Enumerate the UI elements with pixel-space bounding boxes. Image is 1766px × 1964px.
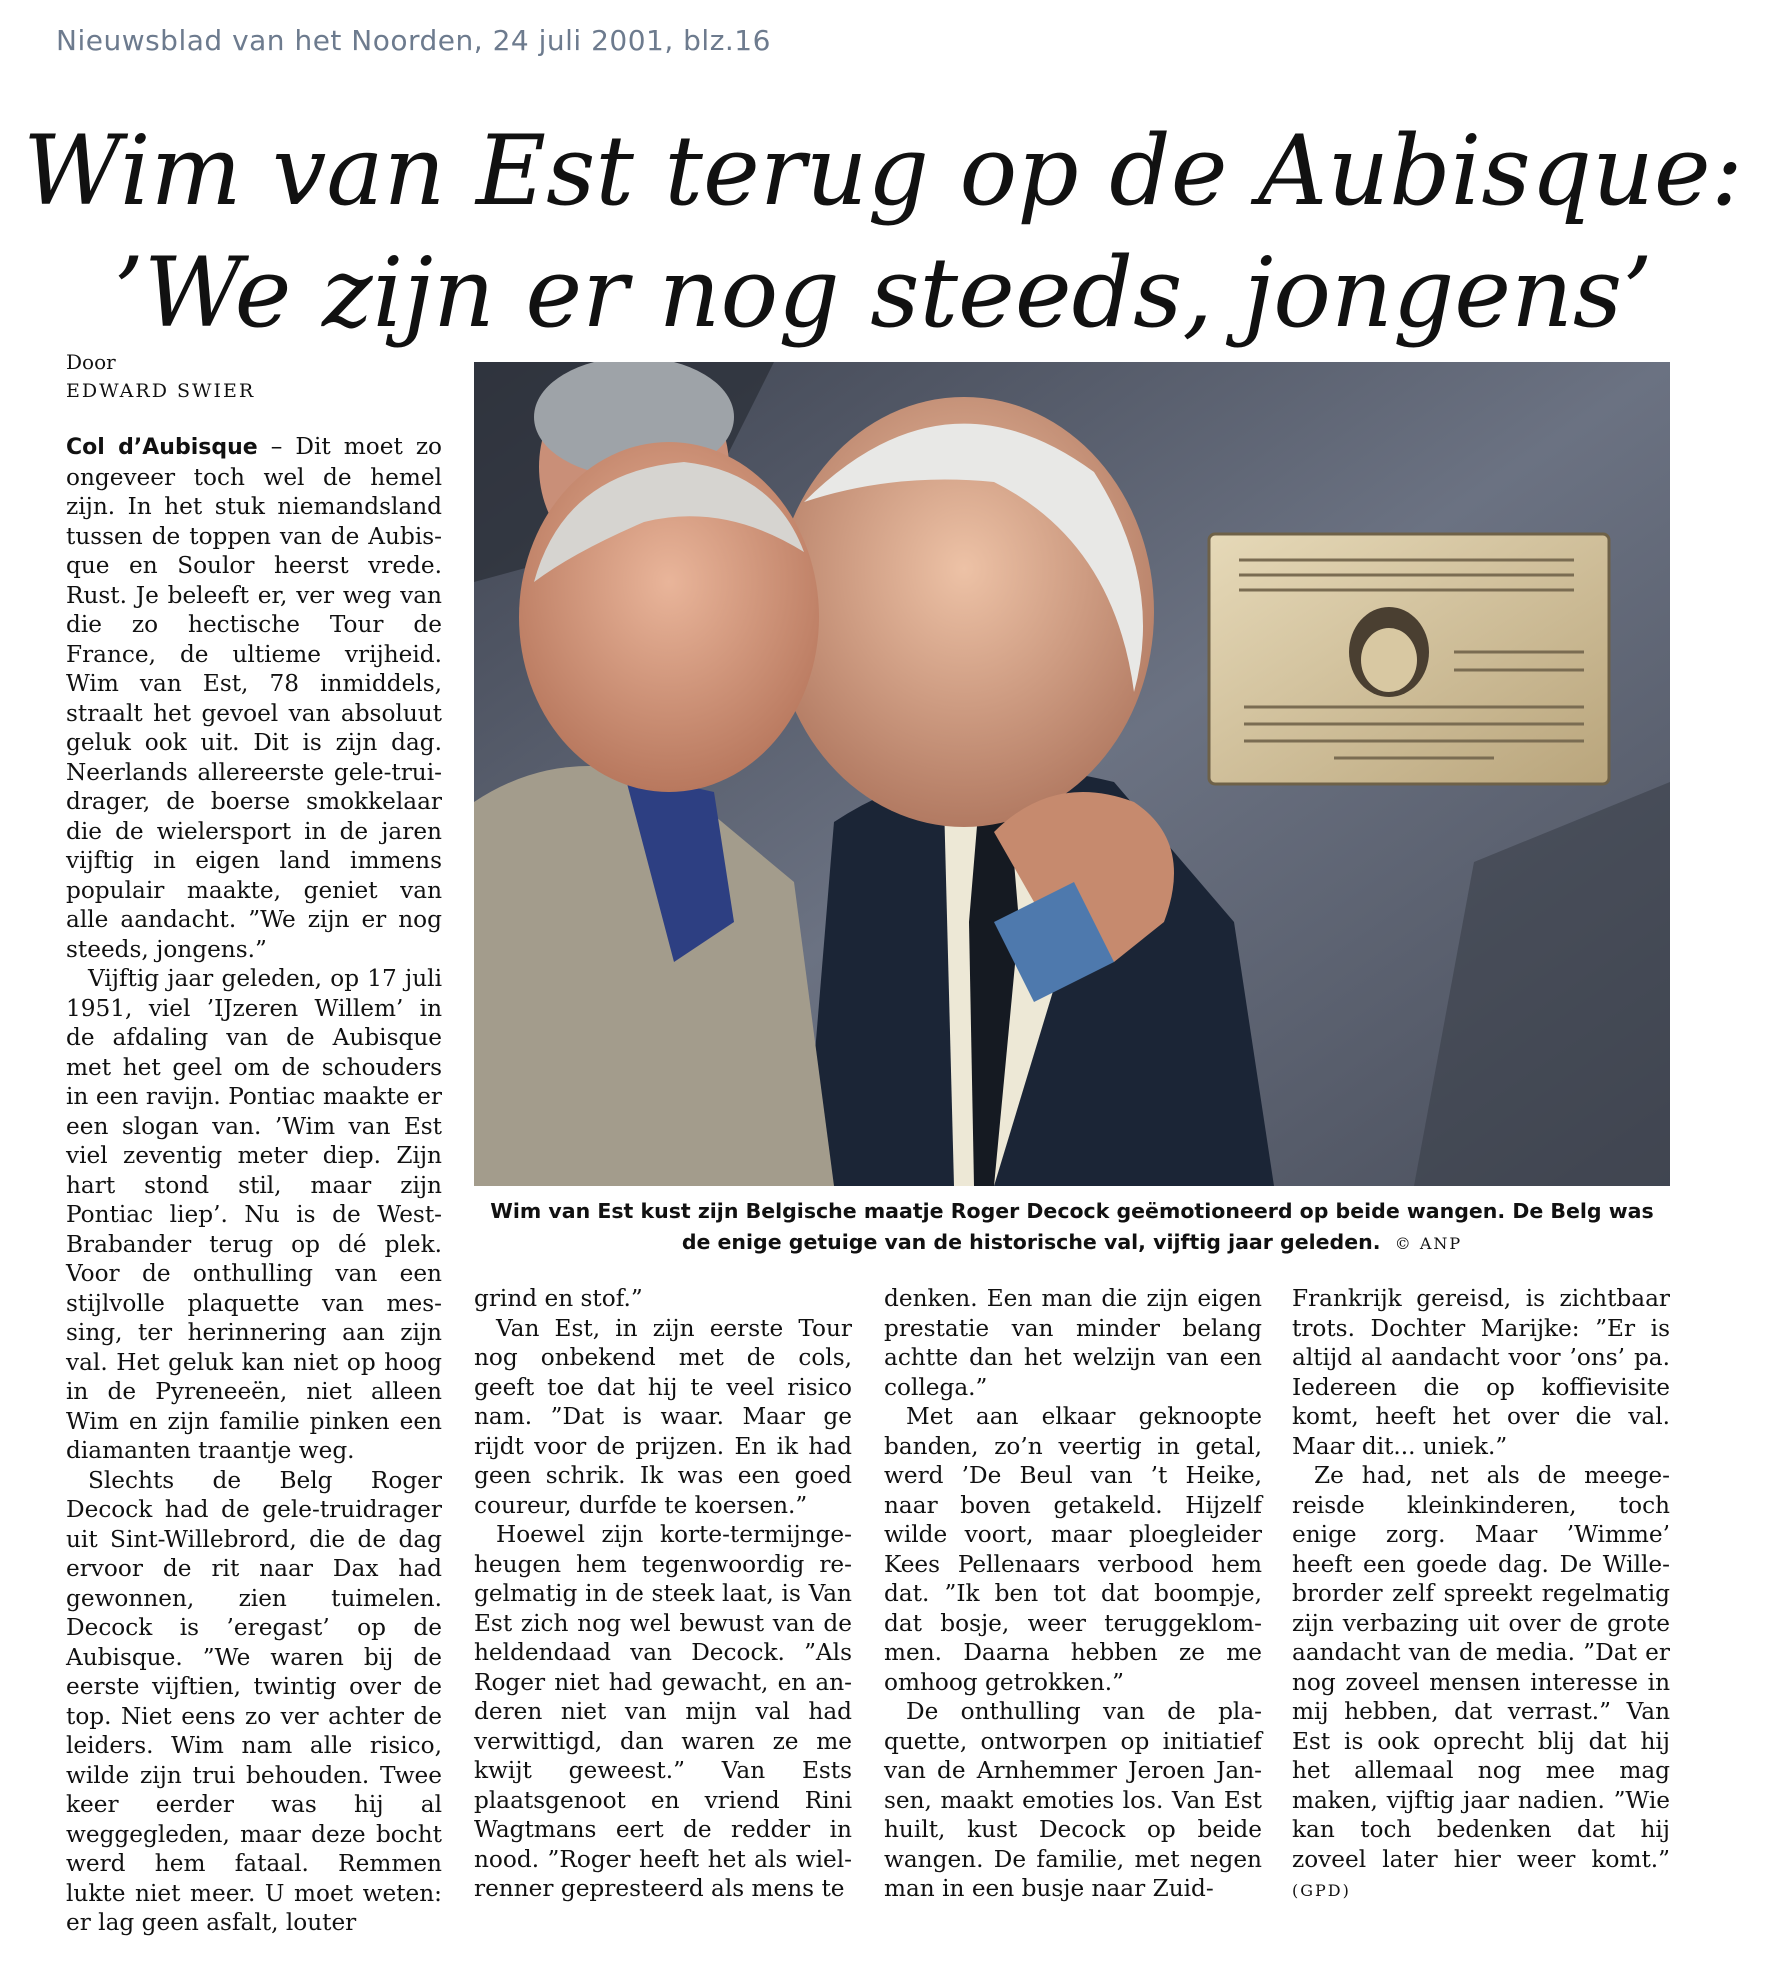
headline bbox=[0, 110, 1766, 354]
photo-illustration bbox=[474, 362, 1670, 1186]
article-column-1 bbox=[66, 432, 442, 1938]
photo-credit: © ANP bbox=[1394, 1234, 1463, 1253]
headline-line-1: Wim van Est terug op de Aubisque: bbox=[22, 115, 1744, 227]
paragraph: Van Est, in zijn eerste Tour nog onbekend met de cols, geeft toe dat hij te veel risico nam. ”Dat is waar. Maar ge rijdt voor de prijzen. En ik had geen schrik. Ik was een goed coureur, durfde te koersen.” bbox=[474, 1314, 852, 1519]
dateline: Col d’Aubisque bbox=[66, 435, 258, 460]
headline-line-2: ’We zijn er nog steeds, jongens’ bbox=[113, 237, 1653, 349]
article-column-4 bbox=[1292, 1284, 1670, 1906]
caption-text: Wim van Est kust zijn Belgische maatje Roger Decock geëmotioneerd op beide wangen. De Belg was de enige getuige van de historische val, vijftig jaar geleden. bbox=[490, 1199, 1654, 1254]
paragraph-text: – Dit moet zo ongeveer toch wel de hemel zijn. In het stuk niemandsland tussen de toppen van de Aubisque en Soulor heerst vrede. Rust. Je beleeft er, ver weg van die zo hectische Tour de France, de ultieme vrijheid. Wim van Est, 78 inmiddels, straalt het gevoel van absoluut geluk ook uit. Dit is zijn dag. Neerlands allereerste gele-truidrager, de boerse smokkelaar die de wielersport in de jaren vijftig in eigen land immens populair maakte, geniet van alle aandacht. ”We zijn er nog steeds, jongens.” bbox=[66, 433, 443, 963]
article-photo bbox=[474, 362, 1670, 1186]
paragraph: Vijftig jaar geleden, op 17 juli 1951, viel ’IJzeren Willem’ in de afdaling van de Aubisque met het geel om de schouders in een ravijn. Pontiac maakte er een slogan van. ’Wim van Est viel zeventig meter diep. Zijn hart stond stil, maar zijn Pontiac liep’. Nu is de West-Brabander terug op dé plek. Voor de onthulling van een stijlvolle plaquette van messing, ter herinnering aan zijn val. Het geluk kan niet op hoog in de Pyreneeën, niet alleen Wim en zijn familie pinken een diamanten traantje weg. bbox=[66, 965, 442, 1464]
byline-prefix: Door bbox=[66, 350, 116, 374]
paragraph: Slechts de Belg Roger Decock had de gele-truidrager uit Sint-Willebrord, die de dag ervoor de rit naar Dax had gewonnen, zien tuimelen. Decock is ’eregast’ op de Aubisque. ”We waren bij de eerste vijftien, twintig over de top. Niet eens zo ver achter de leiders. Wim nam alle risico, wilde zijn trui behouden. Twee keer eerder was hij al weggegleden, maar deze bocht werd hem fataal. Remmen lukte niet meer. U moet weten: er lag geen asfalt, louter bbox=[66, 1466, 442, 1936]
article-credit: (GPD) bbox=[1292, 1881, 1351, 1900]
paragraph bbox=[66, 432, 442, 964]
article-column-2 bbox=[474, 1284, 852, 1904]
paragraph: De onthulling van de plaquette, ontworpen op initiatief van de Arnhemmer Jeroen Jansen, maakt emoties los. Van Est huilt, kust Decock op beide wangen. De familie, met negen man in een busje naar Zuid- bbox=[884, 1698, 1262, 1902]
paragraph: Hoewel zijn korte-termijngeheugen hem tegenwoordig regelmatig in de steek laat, is Van Est zich nog wel bewust van de heldendaad van Decock. ”Als Roger niet had gewacht, en anderen niet van mijn val had verwittigd, dan waren ze me kwijt geweest.” Van Ests plaatsgenoot en vriend Rini Wagtmans eert de redder in nood. ”Roger heeft het als wielrenner gepresteerd als mens te bbox=[474, 1521, 852, 1902]
paragraph: Met aan elkaar geknoopte banden, zo’n veertig in getal, werd ’De Beul van ’t Heike, naar boven getakeld. Hijzelf wilde voort, maar ploegleider Kees Pellenaars verbood hem dat. ”Ik ben tot dat boompje, dat bosje, weer teruggeklommen. Daarna hebben ze me omhoog getrokken.” bbox=[884, 1403, 1262, 1696]
paragraph: Frankrijk gereisd, is zichtbaar trots. Dochter Marijke: ”Er is altijd al aandacht voor ’ons’ pa. Iedereen die op koffievisite komt, heeft het over die val. Maar dit... uniek.” bbox=[1292, 1285, 1670, 1460]
article-column-3 bbox=[884, 1284, 1262, 1904]
byline-author: EDWARD SWIER bbox=[66, 380, 256, 402]
plaque bbox=[1209, 534, 1609, 784]
paragraph: grind en stof.” bbox=[474, 1285, 643, 1312]
paragraph bbox=[1292, 1461, 1670, 1906]
paragraph: denken. Een man die zijn eigen prestatie van minder belang achtte dan het welzijn van een collega.” bbox=[884, 1285, 1262, 1401]
paragraph-text: Ze had, net als de meegereisde kleinkinderen, toch enige zorg. Maar ’Wimme’ heeft een goede dag. De Willebrorder zelf spreekt regelmatig zijn verbazing uit over de grote aandacht van de media. ”Dat er nog zoveel mensen interesse in mij hebben, dat verrast.” Van Est is ook oprecht blij dat hij het allemaal nog mee mag maken, vijftig jaar nadien. ”Wie kan toch bedenken dat hij zoveel later hier weer komt.” bbox=[1292, 1462, 1670, 1873]
photo-caption bbox=[474, 1196, 1670, 1259]
source-line: Nieuwsblad van het Noorden, 24 juli 2001, blz.16 bbox=[56, 24, 771, 57]
